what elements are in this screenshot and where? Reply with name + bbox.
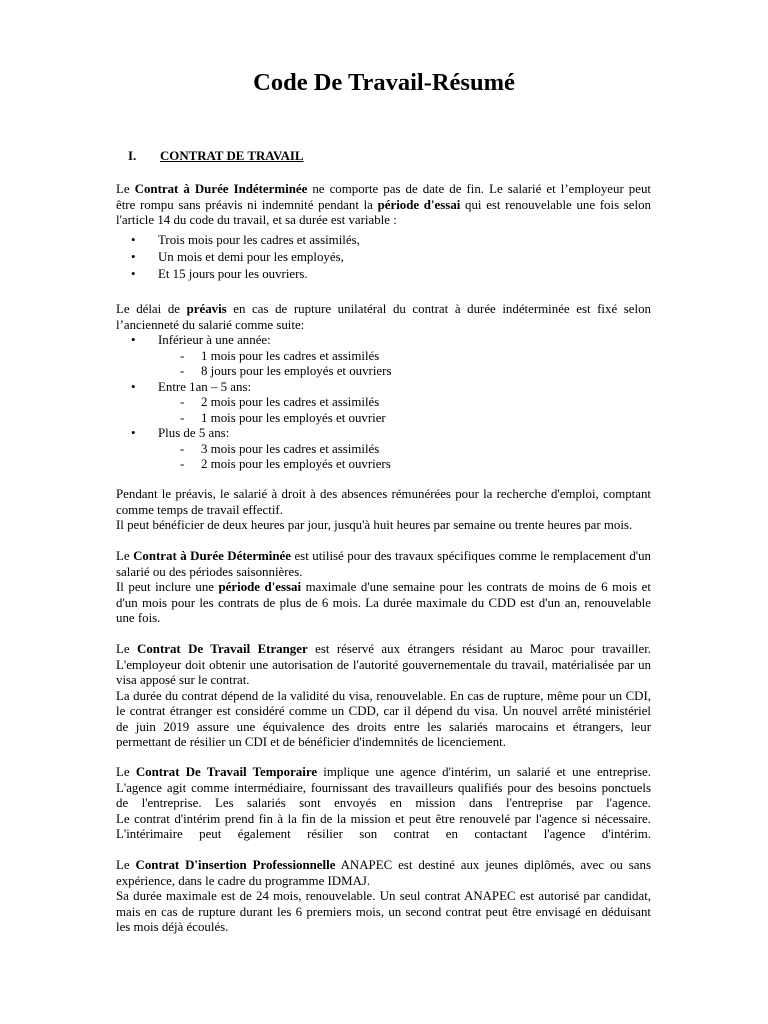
text-line: une fois.	[116, 611, 161, 625]
text-line: Sa durée maximale est de 24 mois, renouvelable. Un seul contrat ANAPEC est autorisé par candidat,	[116, 889, 651, 903]
list-item	[116, 333, 651, 349]
text-line	[116, 642, 651, 658]
text-line	[116, 302, 651, 318]
list-item	[116, 249, 651, 266]
list-item-text: 2 mois pour les employés et ouvriers	[201, 457, 391, 471]
term-notice: préavis	[186, 302, 227, 316]
term-foreign-contract: Contrat De Travail Etranger	[137, 642, 308, 656]
text-run: être rompu sans préavis ni indemnité pendant la	[116, 197, 378, 212]
dash-marker: -	[180, 395, 185, 409]
sub-list-item	[116, 457, 651, 473]
text-run: Il peut inclure une	[116, 580, 219, 594]
list-item-text: Et 15 jours pour les ouvriers.	[158, 267, 308, 281]
insertion-contract-paragraph	[116, 858, 651, 936]
text-line: de juin 2019 assure une équivalence des droits entre les salariés marocains et étrangers, leur	[116, 719, 651, 734]
notice-paragraph	[116, 302, 651, 333]
text-line: L'employeur doit obtenir une autorisation de l'autorité gouvernementale du travail, matérialisée par un	[116, 657, 651, 672]
term-insertion-contract: Contrat D'insertion Professionnelle	[135, 858, 336, 872]
text-run: qui est renouvelable une fois selon	[460, 197, 651, 212]
bullet-marker: •	[131, 267, 136, 281]
text-line: L'intérimaire peut également résilier son contrat en contactant l'agence d'intérim.	[116, 827, 651, 841]
term-trial-period: période d'essai	[218, 580, 302, 594]
cdd-paragraph	[116, 549, 651, 627]
sub-list-item	[116, 349, 651, 365]
text-line: mais en cas de rupture durant les 6 premiers mois, un second contrat peut être envisagé en déduisant	[116, 904, 651, 919]
text-line: comme temps de travail effectif.	[116, 502, 283, 517]
list-item-text: 2 mois pour les cadres et assimilés	[201, 395, 380, 409]
text-line	[116, 858, 651, 874]
cdi-paragraph	[116, 182, 651, 229]
text-line: d'un mois pour les contrats de plus de 6 mois. La durée maximale du CDD est d'un an, renouvelable	[116, 595, 651, 610]
text-run: Le	[116, 549, 134, 563]
text-run: Le	[116, 182, 135, 196]
text-line	[116, 580, 651, 596]
temporary-contract-paragraph	[116, 765, 651, 843]
text-line: les mois déjà écoulés.	[116, 920, 229, 934]
text-run: est réservé aux étrangers résidant au Maroc pour travailler.	[307, 642, 651, 656]
dash-marker: -	[180, 410, 185, 425]
list-group-label: Plus de 5 ans:	[158, 426, 230, 440]
text-line: expérience, dans le cadre du programme IDMAJ.	[116, 873, 371, 888]
text-run: Le	[116, 765, 136, 779]
text-line: permettant de résilier un CDI et de bénéficier d'indemnités de licenciement.	[116, 735, 506, 749]
text-line	[116, 182, 651, 198]
document-title: Code De Travail-Résumé	[253, 69, 515, 96]
list-group-label: Entre 1an – 5 ans:	[158, 379, 252, 394]
term-cdi: Contrat à Durée Indéterminée	[134, 182, 308, 196]
sub-list-item	[116, 411, 651, 427]
dash-marker: -	[180, 348, 185, 363]
list-item-text: 1 mois pour les cadres et assimilés	[201, 348, 380, 363]
bullet-marker: •	[131, 333, 136, 347]
text-line	[116, 765, 651, 781]
bullet-marker: •	[131, 426, 136, 440]
text-line: Pendant le préavis, le salarié à droit à des absences rémunérées pour la recherche d'emploi, comptant	[116, 487, 651, 501]
bullet-marker: •	[131, 233, 136, 247]
text-run: ANAPEC est destiné aux jeunes diplômés, avec ou sans	[335, 858, 651, 872]
text-line	[116, 198, 651, 214]
term-trial-period: période d'essai	[377, 197, 461, 212]
notice-duration-list	[116, 333, 651, 473]
text-line: visa apposé sur le contrat.	[116, 673, 250, 687]
list-item-text: 1 mois pour les employés et ouvrier	[201, 410, 386, 425]
list-item-text: 3 mois pour les cadres et assimilés	[201, 441, 380, 456]
trial-period-list	[116, 232, 651, 283]
list-item-text: Un mois et demi pour les employés,	[158, 250, 344, 264]
text-line: salarié ou des périodes saisonnières.	[116, 564, 303, 579]
term-cdd: Contrat à Durée Déterminée	[133, 549, 291, 563]
text-run: est utilisé pour des travaux spécifiques comme le remplacement d'un	[290, 549, 651, 563]
bullet-marker: •	[131, 379, 136, 394]
list-item	[116, 232, 651, 249]
sub-list-item	[116, 442, 651, 458]
list-item-text: Trois mois pour les cadres et assimilés,	[158, 233, 360, 247]
list-item	[116, 266, 651, 283]
bullet-marker: •	[131, 250, 136, 264]
text-line: le contrat étranger est considéré comme un CDD, car il dépend du visa. Un nouvel arrêté ministériel	[116, 704, 651, 718]
text-run: maximale d'une semaine pour les contrats de moins de 6 mois et	[301, 580, 651, 594]
text-run: en cas de rupture unilatéral du contrat à durée indéterminée est fixé selon	[226, 302, 651, 316]
text-line: l’ancienneté du salarié comme suite:	[116, 317, 305, 332]
section-title: CONTRAT DE TRAVAIL	[160, 149, 304, 163]
dash-marker: -	[180, 441, 185, 456]
dash-marker: -	[180, 457, 185, 471]
text-run: Le	[116, 642, 138, 656]
text-run: ne comporte pas de date de fin. Le salarié et l’employeur peut	[307, 182, 651, 196]
sub-list-item	[116, 364, 651, 380]
text-run: Le	[116, 858, 136, 872]
text-line: La durée du contrat dépend de la validité du visa, renouvelable. En cas de rupture, même pour un CDI,	[116, 688, 651, 703]
section-number: I.	[128, 149, 137, 163]
dash-marker: -	[180, 364, 185, 378]
list-item	[116, 380, 651, 396]
text-line: Il peut bénéficier de deux heures par jour, jusqu'à huit heures par semaine ou trente heures par mois.	[116, 518, 633, 532]
list-group-label: Inférieur à une année:	[158, 333, 271, 347]
foreign-contract-paragraph	[116, 642, 651, 751]
term-temporary-contract: Contrat De Travail Temporaire	[135, 765, 318, 779]
text-line	[116, 549, 651, 565]
text-line: l'article 14 du code du travail, et sa durée est variable :	[116, 213, 397, 227]
text-run: implique une agence d'intérim, un salarié et une entreprise.	[317, 765, 651, 779]
sub-list-item	[116, 395, 651, 411]
list-item-text: 8 jours pour les employés et ouvriers	[201, 364, 392, 378]
notice-absence-paragraph	[116, 487, 651, 534]
text-line: de l'entreprise. Les salariés sont envoyés en mission dans l'entreprise par l'agence.	[116, 796, 651, 810]
text-line: Le contrat d'intérim prend fin à la fin de la mission et peut être renouvelé par l'agence si nécessaire.	[116, 811, 651, 826]
list-item	[116, 426, 651, 442]
text-line: L'agence agit comme intermédiaire, fournissant des travailleurs qualifiés pour des besoins ponctuels	[116, 780, 651, 795]
text-run: Le délai de	[116, 302, 187, 316]
